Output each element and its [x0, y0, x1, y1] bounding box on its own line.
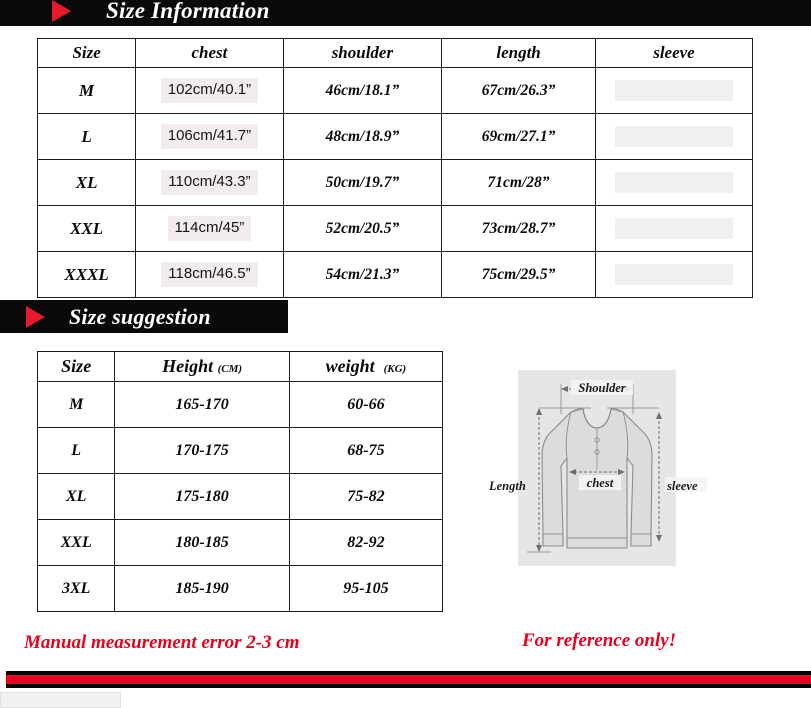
column-header-size: Size — [38, 39, 136, 68]
cell-weight: 82-92 — [289, 520, 442, 566]
cell-weight: 68-75 — [289, 428, 442, 474]
table-row — [38, 382, 443, 428]
cell-weight: 75-82 — [289, 474, 442, 520]
table-row — [38, 160, 753, 206]
cell-sleeve — [595, 252, 752, 298]
column-header-height-unit: (CM) — [217, 363, 243, 375]
cell-size: XL — [38, 474, 115, 520]
cell-size: M — [38, 382, 115, 428]
banner-size-information — [0, 0, 811, 26]
cell-size: 3XL — [38, 566, 115, 612]
cell-chest — [136, 252, 283, 298]
cell-size: XXL — [38, 520, 115, 566]
bottom-left-placeholder-box — [0, 692, 121, 708]
cell-chest — [136, 206, 283, 252]
cell-sleeve — [595, 114, 752, 160]
cell-length: 71cm/28” — [442, 160, 596, 206]
column-header-height — [115, 352, 289, 382]
cell-shoulder: 52cm/20.5” — [283, 206, 442, 252]
play-triangle-icon — [26, 306, 45, 328]
cell-sleeve — [595, 68, 752, 114]
column-header-length: length — [442, 39, 596, 68]
cell-size: L — [38, 114, 136, 160]
table-row — [38, 428, 443, 474]
sleeve-empty-placeholder — [615, 218, 733, 239]
column-header-shoulder: shoulder — [283, 39, 442, 68]
column-header-chest: chest — [136, 39, 283, 68]
cell-size: XL — [38, 160, 136, 206]
cell-shoulder: 54cm/21.3” — [283, 252, 442, 298]
cell-size: L — [38, 428, 115, 474]
banner-size-suggestion — [0, 300, 288, 333]
cell-height: 175-180 — [115, 474, 289, 520]
diagram-label-chest: chest — [586, 476, 614, 490]
cell-size: M — [38, 68, 136, 114]
chest-value: 106cm/41.7” — [161, 124, 258, 148]
cell-chest — [136, 160, 283, 206]
sleeve-empty-placeholder — [615, 126, 733, 147]
banner-title-size-suggestion: Size suggestion — [69, 303, 211, 329]
banner-title-size-information: Size Information — [106, 0, 270, 23]
table-row — [38, 68, 753, 114]
sleeve-empty-placeholder — [615, 80, 733, 101]
cell-sleeve — [595, 160, 752, 206]
chest-value: 114cm/45” — [168, 216, 252, 240]
table-row — [38, 114, 753, 160]
column-header-weight-label: weight — [325, 356, 375, 376]
table-header-row — [38, 39, 753, 68]
sleeve-empty-placeholder — [615, 172, 733, 193]
cell-height: 185-190 — [115, 566, 289, 612]
chest-value: 102cm/40.1” — [161, 78, 258, 102]
sleeve-empty-placeholder — [615, 264, 733, 285]
chest-value: 110cm/43.3” — [161, 170, 257, 194]
column-header-size: Size — [38, 352, 115, 382]
diagram-label-sleeve: sleeve — [667, 479, 698, 493]
column-header-weight-unit: (KG) — [383, 363, 407, 375]
play-triangle-icon — [52, 0, 71, 22]
table-header-row — [38, 352, 443, 382]
reference-only-note: For reference only! — [522, 630, 677, 651]
size-information-table — [37, 38, 753, 298]
cell-chest — [136, 68, 283, 114]
chest-value: 118cm/46.5” — [161, 262, 257, 286]
column-header-weight — [289, 352, 442, 382]
cell-height: 180-185 — [115, 520, 289, 566]
size-suggestion-table — [37, 351, 443, 612]
table-row — [38, 252, 753, 298]
cell-length: 73cm/28.7” — [442, 206, 596, 252]
diagram-label-shoulder: Shoulder — [578, 381, 626, 395]
cell-size: XXL — [38, 206, 136, 252]
cell-length: 75cm/29.5” — [442, 252, 596, 298]
cell-sleeve — [595, 206, 752, 252]
cell-length: 69cm/27.1” — [442, 114, 596, 160]
table-row — [38, 206, 753, 252]
table-row — [38, 520, 443, 566]
table-row — [38, 474, 443, 520]
cell-height: 165-170 — [115, 382, 289, 428]
cell-chest — [136, 114, 283, 160]
cell-size: XXXL — [38, 252, 136, 298]
table-row — [38, 566, 443, 612]
cell-height: 170-175 — [115, 428, 289, 474]
bottom-bar-black-bottom — [6, 684, 811, 688]
cell-shoulder: 50cm/19.7” — [283, 160, 442, 206]
cell-weight: 60-66 — [289, 382, 442, 428]
bottom-striped-bar — [6, 671, 811, 689]
column-header-height-label: Height — [162, 356, 214, 376]
manual-measurement-note: Manual measurement error 2-3 cm — [24, 632, 300, 653]
diagram-label-length: Length — [489, 479, 526, 493]
cell-length: 67cm/26.3” — [442, 68, 596, 114]
garment-measurement-diagram — [487, 362, 707, 572]
cell-shoulder: 48cm/18.9” — [283, 114, 442, 160]
bottom-bar-red — [6, 675, 811, 684]
cell-shoulder: 46cm/18.1” — [283, 68, 442, 114]
column-header-sleeve: sleeve — [595, 39, 752, 68]
cell-weight: 95-105 — [289, 566, 442, 612]
